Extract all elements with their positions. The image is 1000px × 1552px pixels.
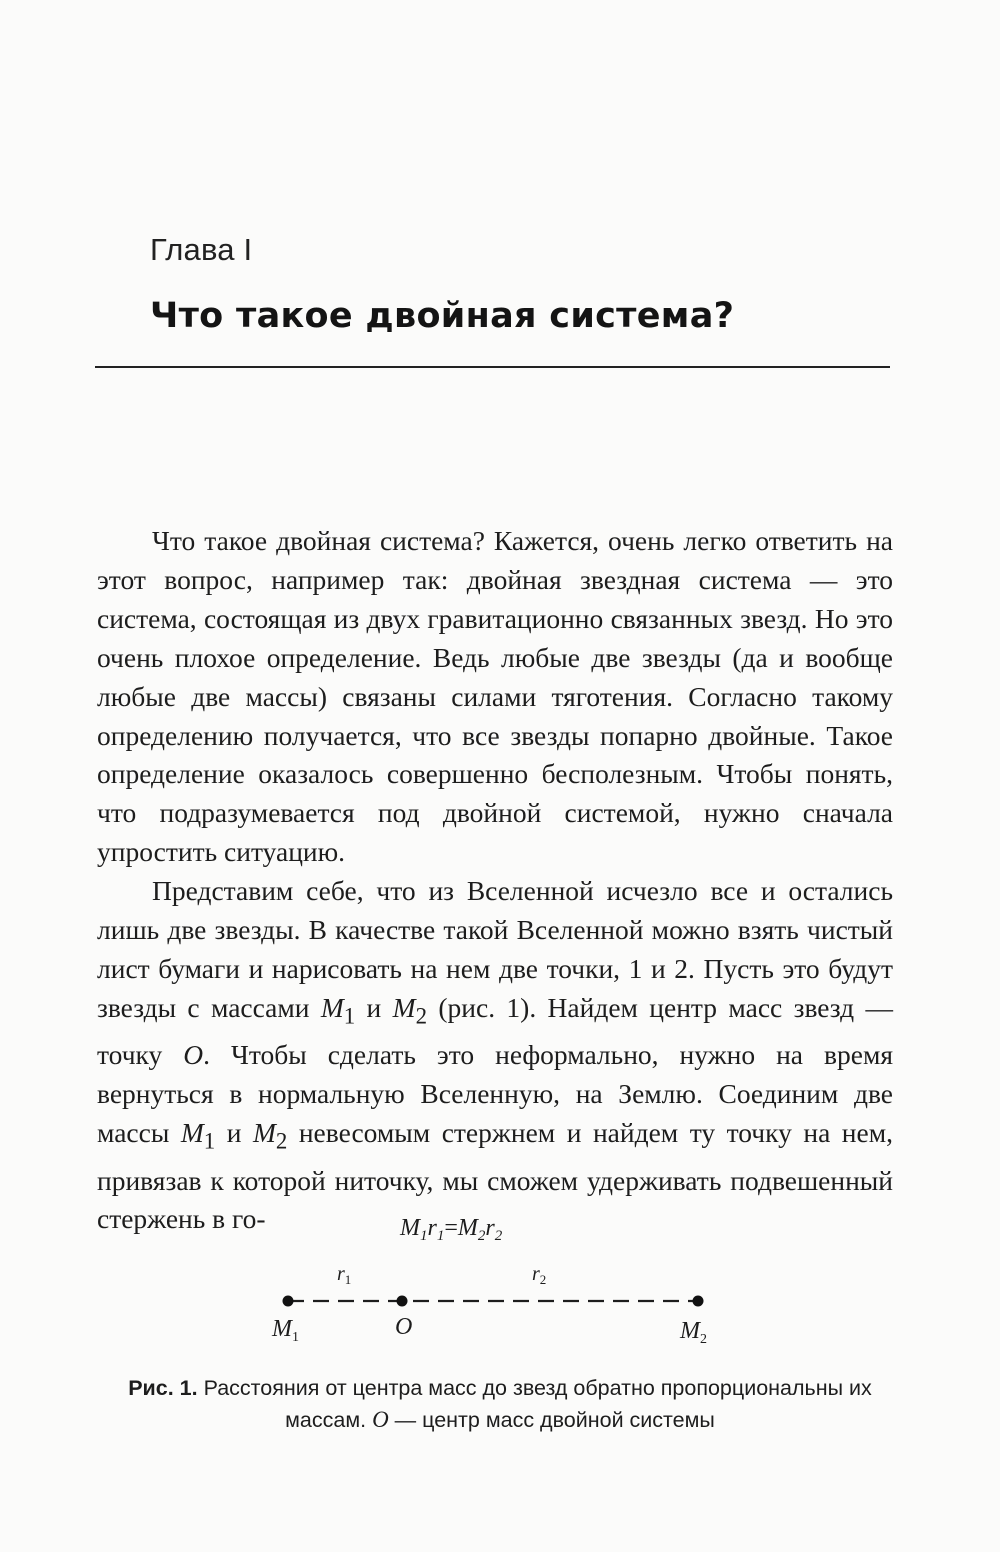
p2-mass-m1-second-sub: 1 <box>203 1128 216 1154</box>
body-text <box>97 522 893 1239</box>
paragraph-2 <box>97 872 893 1239</box>
caption-label: Рис. 1. <box>128 1376 198 1400</box>
p2-mass-m2-second: M <box>252 1117 276 1149</box>
paragraph-1: Что такое двойная система? Кажется, очень легко ответить на этот вопрос, например так: двойная звездная система — это система, состоящая из двух гравитационно связанных звезд. Но это очень плохое определение. Ведь любые две звезды (да и вообще любые две массы) связаны силами тяготения. Согласно такому определению получается, что все звезды попарно двойные. Такое определение оказалось совершенно бесполезным. Чтобы понять, что подразумевается под двойной системой, нужно сначала упростить ситуацию. <box>97 525 893 868</box>
chapter-title: Что такое двойная система? <box>150 296 735 336</box>
title-divider <box>95 366 890 368</box>
label-r2: $r_2$ <box>532 1263 547 1287</box>
caption-text-a: Расстояния от центра масс до звезд обратно пропорциональны их массам. <box>197 1376 872 1432</box>
figure-caption <box>95 1373 905 1436</box>
caption-point-o: O <box>372 1407 389 1432</box>
p2-and-1: и <box>355 991 393 1023</box>
p2-and-2: и <box>215 1117 253 1149</box>
p2-text-a: Представим себе, что из Вселенной исчезло все и остались лишь две звезды. В качестве такой Вселенной можно взять чистый лист бумаги и нарисовать на нем две точки, 1 и 2. Пусть это будут звезды с массами <box>97 875 893 1023</box>
p2-point-o: O <box>183 1039 204 1071</box>
chapter-label: Глава I <box>150 232 253 267</box>
figure-1-diagram <box>250 1205 750 1355</box>
p2-mass-m2-second-sub: 2 <box>275 1128 288 1154</box>
point-o <box>397 1296 408 1307</box>
caption-text-b: — центр масс двойной системы <box>388 1408 715 1432</box>
p2-mass-m1: M <box>320 991 344 1023</box>
p2-mass-m1-second: M <box>180 1117 204 1149</box>
point-m2 <box>693 1296 704 1307</box>
point-m1 <box>283 1296 294 1307</box>
p2-mass-m2-sub: 2 <box>415 1003 428 1029</box>
label-m1: $M_1$ <box>272 1316 299 1345</box>
label-m2: $M_2$ <box>680 1318 707 1347</box>
p2-text-c: . Чтобы сделать это неформально, нужно на время вернуться в нормальную Вселенную, на Землю. Соединим две массы <box>97 1039 893 1149</box>
label-o: O <box>395 1314 413 1340</box>
p2-text-b: (рис. 1). Найдем центр масс звезд — точку <box>97 991 894 1071</box>
p2-text-d: невесомым стержнем и найдем ту точку на нем, привязав к которой ниточку, мы сможем удерживать подвешенный стержень в го- <box>97 1117 894 1235</box>
label-r1: $r_1$ <box>337 1263 352 1287</box>
p2-mass-m2: M <box>392 991 416 1023</box>
equation: $M_1r_1=M_2r_2$ <box>400 1215 503 1244</box>
p2-mass-m1-sub: 1 <box>343 1003 356 1029</box>
